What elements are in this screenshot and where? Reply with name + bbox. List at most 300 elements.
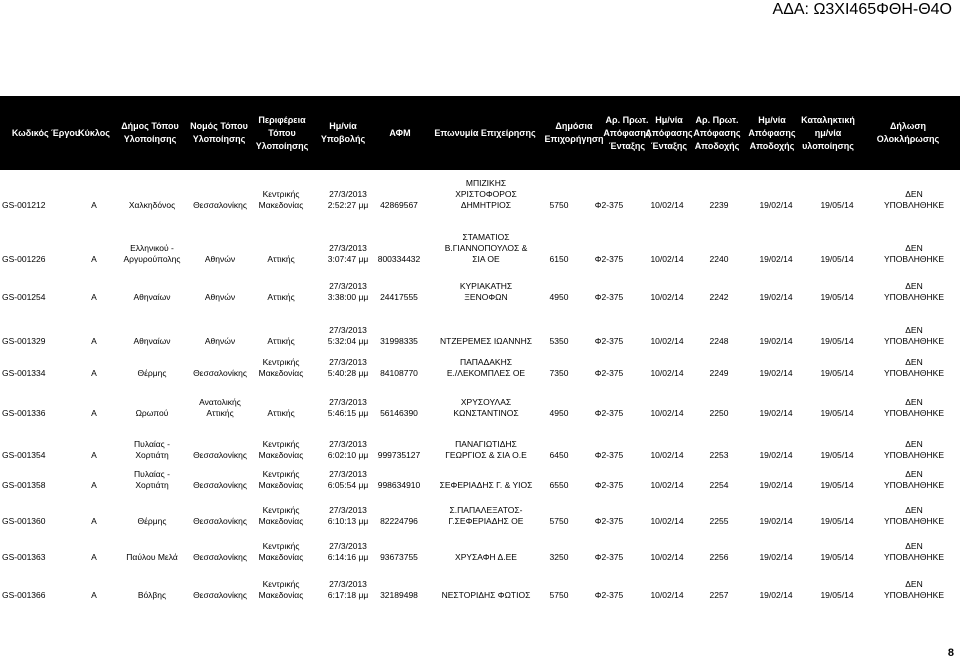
col-completion bbox=[870, 398, 958, 422]
cell-text: 5750 bbox=[549, 590, 569, 600]
cell-text: Φ2-375 bbox=[594, 516, 624, 526]
col-acceptance-date bbox=[748, 278, 804, 306]
cell-text: GS-001334 bbox=[2, 368, 46, 378]
col-deadline bbox=[805, 578, 869, 604]
col-completion bbox=[870, 578, 958, 604]
col-public-grant bbox=[534, 178, 584, 214]
header-cell: Κύκλος bbox=[78, 127, 110, 138]
cell-text: 2255 bbox=[709, 516, 729, 526]
cell-text: 10/02/14 bbox=[650, 254, 684, 264]
col-project-code bbox=[2, 542, 82, 566]
col-deadline bbox=[805, 178, 869, 214]
cell-text: 5350 bbox=[549, 336, 569, 346]
col-inclusion-date bbox=[641, 440, 693, 464]
col-cycle bbox=[84, 230, 104, 268]
col-prefecture bbox=[190, 360, 250, 382]
col-public-grant bbox=[534, 440, 584, 464]
cell-text: Φ2-375 bbox=[594, 408, 624, 418]
col-cycle bbox=[84, 506, 104, 530]
cell-text: 10/02/14 bbox=[650, 200, 684, 210]
col-acceptance-protocol bbox=[694, 578, 744, 604]
col-prefecture bbox=[190, 398, 250, 422]
col-inclusion-date bbox=[641, 360, 693, 382]
cell-text: ΣΕΦΕΡΙΑΔΗΣ Γ. & ΥΙΟΣ bbox=[439, 480, 533, 490]
cell-text: 27/3/2013 6:02:10 μμ bbox=[327, 439, 369, 460]
col-cycle bbox=[84, 578, 104, 604]
cell-text: 19/02/14 bbox=[759, 200, 793, 210]
table-row bbox=[0, 278, 960, 306]
col-inclusion-protocol bbox=[585, 398, 633, 422]
cell-text: 2242 bbox=[709, 292, 729, 302]
col-company-name bbox=[430, 230, 542, 268]
col-inclusion-protocol bbox=[585, 578, 633, 604]
cell-text: 19/02/14 bbox=[759, 590, 793, 600]
cell-text: ΔΕΝ ΥΠΟΒΛΗΘΗΚΕ bbox=[884, 439, 944, 460]
cell-text: Κεντρικής Μακεδονίας bbox=[258, 505, 304, 526]
col-acceptance-protocol bbox=[694, 230, 744, 268]
col-prefecture bbox=[190, 578, 250, 604]
cell-text: 6450 bbox=[549, 450, 569, 460]
cell-text: 19/05/14 bbox=[820, 336, 854, 346]
col-afm bbox=[373, 230, 425, 268]
col-deadline bbox=[805, 360, 869, 382]
header-cell: Νομός Τόπου Υλοποίησης bbox=[190, 121, 248, 144]
col-municipality bbox=[112, 506, 192, 530]
col-company-name bbox=[430, 357, 542, 382]
col-company-name bbox=[430, 440, 542, 464]
col-inclusion-protocol bbox=[585, 360, 633, 382]
cell-text: Φ2-375 bbox=[594, 254, 624, 264]
col-municipality bbox=[112, 470, 192, 494]
cell-text: Ελληνικού - Αργυρούπολης bbox=[123, 243, 181, 264]
col-municipality bbox=[112, 578, 192, 604]
cell-text: 24417555 bbox=[380, 292, 418, 302]
cell-text: 19/05/14 bbox=[820, 480, 854, 490]
col-completion bbox=[870, 322, 958, 350]
col-municipality bbox=[112, 230, 192, 268]
cell-text: Θεσσαλονίκης bbox=[193, 368, 247, 378]
col-project-code bbox=[2, 322, 82, 350]
col-completion bbox=[870, 357, 958, 382]
cell-text: 19/05/14 bbox=[820, 516, 854, 526]
col-deadline bbox=[805, 506, 869, 530]
col-afm bbox=[373, 322, 425, 350]
cell-text: 27/3/2013 6:05:54 μμ bbox=[327, 469, 369, 490]
cell-text: 2256 bbox=[709, 552, 729, 562]
col-public-grant bbox=[534, 470, 584, 494]
col-company-name bbox=[430, 470, 542, 494]
col-submission-date bbox=[315, 398, 381, 422]
cell-text: 19/02/14 bbox=[759, 516, 793, 526]
cell-text: GS-001212 bbox=[2, 200, 46, 210]
col-company-name bbox=[430, 578, 542, 604]
cell-text: 27/3/2013 6:10:13 μμ bbox=[327, 505, 369, 526]
col-company-name bbox=[430, 178, 542, 214]
col-region bbox=[255, 357, 307, 382]
col-submission-date bbox=[315, 542, 381, 566]
cell-text: Παύλου Μελά bbox=[126, 552, 178, 562]
cell-text: GS-001366 bbox=[2, 590, 46, 600]
cell-text: ΝΕΣΤΟΡΙΔΗΣ ΦΩΤΙΟΣ bbox=[441, 590, 531, 600]
cell-text: 6550 bbox=[549, 480, 569, 490]
cell-text: 2240 bbox=[709, 254, 729, 264]
col-company-name bbox=[430, 322, 542, 350]
cell-text: Κεντρικής Μακεδονίας bbox=[258, 541, 304, 562]
col-project-code bbox=[2, 178, 82, 214]
cell-text: 2257 bbox=[709, 590, 729, 600]
col-region bbox=[255, 506, 307, 530]
cell-text: 56146390 bbox=[380, 408, 418, 418]
col-acceptance-date bbox=[748, 506, 804, 530]
cell-text: 93673755 bbox=[380, 552, 418, 562]
cell-text: Θεσσαλονίκης bbox=[193, 450, 247, 460]
cell-text: Χαλκηδόνος bbox=[128, 200, 176, 210]
col-municipality bbox=[112, 178, 192, 214]
cell-text: GS-001336 bbox=[2, 408, 46, 418]
col-inclusion-date bbox=[641, 322, 693, 350]
cell-text: 42869567 bbox=[380, 200, 418, 210]
col-cycle bbox=[84, 278, 104, 306]
header-cell: Αρ. Πρωτ. Απόφασης Αποδοχής bbox=[693, 114, 741, 151]
col-afm bbox=[373, 578, 425, 604]
cell-text: ΔΕΝ ΥΠΟΒΛΗΘΗΚΕ bbox=[884, 579, 944, 600]
col-region bbox=[255, 398, 307, 422]
col-acceptance-date bbox=[748, 578, 804, 604]
col-municipality bbox=[112, 398, 192, 422]
col-acceptance-protocol bbox=[694, 278, 744, 306]
cell-text: 19/05/14 bbox=[820, 450, 854, 460]
cell-text: Φ2-375 bbox=[594, 590, 624, 600]
cell-text: GS-001363 bbox=[2, 552, 46, 562]
col-cycle bbox=[84, 398, 104, 422]
col-inclusion-date bbox=[641, 230, 693, 268]
cell-text: GS-001226 bbox=[2, 254, 46, 264]
cell-text: Θέρμης bbox=[137, 516, 167, 526]
cell-text: Αττικής bbox=[267, 292, 295, 302]
cell-text: Αθηναίων bbox=[133, 292, 171, 302]
cell-text: Α bbox=[91, 408, 97, 418]
col-inclusion-protocol bbox=[585, 440, 633, 464]
cell-text: Θέρμης bbox=[137, 368, 167, 378]
cell-text: ΔΕΝ ΥΠΟΒΛΗΘΗΚΕ bbox=[884, 243, 944, 264]
col-afm bbox=[373, 360, 425, 382]
cell-text: ΔΕΝ ΥΠΟΒΛΗΘΗΚΕ bbox=[884, 281, 944, 302]
cell-text: Αττικής bbox=[267, 336, 295, 346]
col-acceptance-protocol bbox=[694, 178, 744, 214]
col-inclusion-date bbox=[641, 278, 693, 306]
cell-text: 27/3/2013 5:46:15 μμ bbox=[327, 397, 369, 418]
cell-text: 27/3/2013 5:32:04 μμ bbox=[327, 325, 369, 346]
cell-text: 2250 bbox=[709, 408, 729, 418]
col-completion bbox=[870, 470, 958, 494]
col-acceptance-date bbox=[748, 440, 804, 464]
col-acceptance-date bbox=[748, 178, 804, 214]
cell-text: Φ2-375 bbox=[594, 552, 624, 562]
cell-text: ΠΑΝΑΓΙΩΤΙΔΗΣ ΓΕΩΡΓΙΟΣ & ΣΙΑ Ο.Ε bbox=[445, 439, 527, 460]
col-project-code bbox=[2, 470, 82, 494]
cell-text: Α bbox=[91, 336, 97, 346]
cell-text: Θεσσαλονίκης bbox=[193, 516, 247, 526]
col-public-grant bbox=[534, 578, 584, 604]
cell-text: 5750 bbox=[549, 200, 569, 210]
document-id: ΑΔΑ: Ω3ΧΙ465ΦΘΗ-Θ4Ο bbox=[772, 1, 952, 18]
cell-text: Αττικής bbox=[267, 408, 295, 418]
col-public-grant bbox=[534, 506, 584, 530]
col-public-grant bbox=[534, 322, 584, 350]
cell-text: 27/3/2013 6:14:16 μμ bbox=[327, 541, 369, 562]
col-inclusion-date bbox=[641, 542, 693, 566]
cell-text: Φ2-375 bbox=[594, 200, 624, 210]
cell-text: 19/05/14 bbox=[820, 408, 854, 418]
col-municipality bbox=[112, 360, 192, 382]
cell-text: 19/02/14 bbox=[759, 292, 793, 302]
table-row bbox=[0, 398, 960, 422]
cell-text: Α bbox=[91, 450, 97, 460]
cell-text: 2248 bbox=[709, 336, 729, 346]
col-company-name bbox=[430, 398, 542, 422]
col-project-code bbox=[2, 230, 82, 268]
col-municipality bbox=[112, 278, 192, 306]
cell-text: 998634910 bbox=[377, 480, 421, 490]
header-cell: Κωδικός Έργου bbox=[11, 127, 81, 138]
cell-text: 19/02/14 bbox=[759, 552, 793, 562]
cell-text: 2249 bbox=[709, 368, 729, 378]
cell-text: ΠΑΠΑΔΑΚΗΣ Ε./ΛΕΚΟΜΠΛΕΣ ΟΕ bbox=[446, 357, 526, 378]
page-number: 8 bbox=[947, 647, 954, 659]
col-completion bbox=[870, 278, 958, 306]
col-public-grant bbox=[534, 398, 584, 422]
cell-text: 27/3/2013 3:07:47 μμ bbox=[327, 243, 369, 264]
col-inclusion-protocol bbox=[585, 178, 633, 214]
col-acceptance-date bbox=[748, 322, 804, 350]
table-row bbox=[0, 230, 960, 268]
cell-text: 19/05/14 bbox=[820, 590, 854, 600]
col-submission-date bbox=[315, 230, 381, 268]
cell-text: ΧΡΥΣΑΦΗ Δ.ΕΕ bbox=[455, 552, 517, 562]
cell-text: 4950 bbox=[549, 292, 569, 302]
header-cell: Δημόσια Επιχορήγηση bbox=[544, 121, 604, 144]
col-inclusion-protocol bbox=[585, 506, 633, 530]
col-prefecture bbox=[190, 440, 250, 464]
col-afm bbox=[373, 506, 425, 530]
cell-text: Ανατολικής Αττικής bbox=[199, 397, 241, 418]
cell-text: 6150 bbox=[549, 254, 569, 264]
col-afm bbox=[373, 178, 425, 214]
cell-text: 19/02/14 bbox=[759, 368, 793, 378]
cell-text: 19/02/14 bbox=[759, 450, 793, 460]
col-prefecture bbox=[190, 230, 250, 268]
col-region bbox=[255, 470, 307, 494]
cell-text: Θεσσαλονίκης bbox=[193, 480, 247, 490]
col-inclusion-date bbox=[641, 178, 693, 214]
col-company-name bbox=[430, 506, 542, 530]
cell-text: 32189498 bbox=[380, 590, 418, 600]
cell-text: 5750 bbox=[549, 516, 569, 526]
col-acceptance-date bbox=[748, 470, 804, 494]
col-inclusion-date bbox=[641, 506, 693, 530]
col-prefecture bbox=[190, 278, 250, 306]
col-deadline bbox=[805, 230, 869, 268]
col-submission-date bbox=[315, 357, 381, 382]
col-cycle bbox=[84, 440, 104, 464]
cell-text: ΔΕΝ ΥΠΟΒΛΗΘΗΚΕ bbox=[884, 541, 944, 562]
cell-text: Κεντρικής Μακεδονίας bbox=[258, 189, 304, 210]
col-cycle bbox=[84, 178, 104, 214]
col-completion bbox=[870, 440, 958, 464]
cell-text: 4950 bbox=[549, 408, 569, 418]
col-deadline bbox=[805, 278, 869, 306]
cell-text: 10/02/14 bbox=[650, 552, 684, 562]
col-inclusion-date bbox=[641, 398, 693, 422]
table-row bbox=[0, 357, 960, 382]
col-submission-date bbox=[315, 578, 381, 604]
cell-text: GS-001360 bbox=[2, 516, 46, 526]
cell-text: Θεσσαλονίκης bbox=[193, 200, 247, 210]
cell-text: Σ.ΠΑΠΑΛΕΞΑΤΟΣ- Γ.ΣΕΦΕΡΙΑΔΗΣ ΟΕ bbox=[448, 505, 524, 526]
col-public-grant bbox=[534, 542, 584, 566]
cell-text: 31998335 bbox=[380, 336, 418, 346]
col-cycle bbox=[84, 360, 104, 382]
cell-text: Κεντρικής Μακεδονίας bbox=[258, 357, 304, 378]
header-cell: Ημ/νία Υποβολής bbox=[320, 121, 366, 144]
header-cell: Δήλωση Ολοκλήρωσης bbox=[876, 121, 940, 144]
cell-text: GS-001254 bbox=[2, 292, 46, 302]
cell-text: Φ2-375 bbox=[594, 450, 624, 460]
cell-text: Α bbox=[91, 368, 97, 378]
header-cell: Καταληκτική ημ/νία υλοποίησης bbox=[801, 114, 855, 151]
col-acceptance-date bbox=[748, 230, 804, 268]
cell-text: 10/02/14 bbox=[650, 450, 684, 460]
cell-text: 82224796 bbox=[380, 516, 418, 526]
col-submission-date bbox=[315, 278, 381, 306]
cell-text: 7350 bbox=[549, 368, 569, 378]
col-prefecture bbox=[190, 506, 250, 530]
col-acceptance-protocol bbox=[694, 440, 744, 464]
col-public-grant bbox=[534, 360, 584, 382]
cell-text: 19/02/14 bbox=[759, 408, 793, 418]
col-afm bbox=[373, 542, 425, 566]
col-prefecture bbox=[190, 542, 250, 566]
table-row bbox=[0, 178, 960, 214]
cell-text: 27/3/2013 2:52:27 μμ bbox=[327, 189, 369, 210]
col-acceptance-protocol bbox=[694, 322, 744, 350]
cell-text: 2239 bbox=[709, 200, 729, 210]
cell-text: Ωρωπού bbox=[135, 408, 169, 418]
cell-text: Αθηνών bbox=[204, 254, 236, 264]
cell-text: Κεντρικής Μακεδονίας bbox=[258, 439, 304, 460]
cell-text: ΜΠΙΖΙΚΗΣ ΧΡΙΣΤΟΦΟΡΟΣ ΔΗΜΗΤΡΙΟΣ bbox=[455, 178, 517, 210]
cell-text: 2253 bbox=[709, 450, 729, 460]
col-region bbox=[255, 278, 307, 306]
table-row bbox=[0, 322, 960, 350]
cell-text: Α bbox=[91, 590, 97, 600]
cell-text: 10/02/14 bbox=[650, 408, 684, 418]
col-deadline bbox=[805, 470, 869, 494]
col-afm bbox=[373, 398, 425, 422]
col-municipality bbox=[112, 542, 192, 566]
cell-text: Αθηνών bbox=[204, 292, 236, 302]
table-row bbox=[0, 506, 960, 530]
col-submission-date bbox=[315, 470, 381, 494]
col-inclusion-protocol bbox=[585, 322, 633, 350]
col-region bbox=[255, 178, 307, 214]
col-deadline bbox=[805, 440, 869, 464]
col-prefecture bbox=[190, 322, 250, 350]
cell-text: GS-001358 bbox=[2, 480, 46, 490]
col-submission-date bbox=[315, 440, 381, 464]
header-cell: Αρ. Πρωτ. Απόφασης Ένταξης bbox=[603, 114, 651, 151]
col-project-code bbox=[2, 440, 82, 464]
table-row bbox=[0, 542, 960, 566]
col-project-code bbox=[2, 578, 82, 604]
col-acceptance-protocol bbox=[694, 542, 744, 566]
col-deadline bbox=[805, 542, 869, 566]
table-row bbox=[0, 470, 960, 494]
col-submission-date bbox=[315, 322, 381, 350]
cell-text: 10/02/14 bbox=[650, 480, 684, 490]
header-cell: Περιφέρεια Τόπου Υλοποίησης bbox=[255, 114, 309, 151]
cell-text: Α bbox=[91, 552, 97, 562]
col-region bbox=[255, 542, 307, 566]
col-municipality bbox=[112, 322, 192, 350]
cell-text: ΝΤΖΕΡΕΜΕΣ ΙΩΑΝΝΗΣ bbox=[440, 336, 532, 346]
cell-text: 19/05/14 bbox=[820, 368, 854, 378]
cell-text: ΔΕΝ ΥΠΟΒΛΗΘΗΚΕ bbox=[884, 469, 944, 490]
cell-text: ΧΡΥΣΟΥΛΑΣ ΚΩΝΣΤΑΝΤΙΝΟΣ bbox=[453, 397, 519, 418]
col-cycle bbox=[84, 542, 104, 566]
col-inclusion-protocol bbox=[585, 542, 633, 566]
col-region bbox=[255, 322, 307, 350]
cell-text: 27/3/2013 3:38:00 μμ bbox=[327, 281, 369, 302]
cell-text: Θεσσαλονίκης bbox=[193, 590, 247, 600]
col-acceptance-protocol bbox=[694, 360, 744, 382]
cell-text: 10/02/14 bbox=[650, 336, 684, 346]
cell-text: 10/02/14 bbox=[650, 292, 684, 302]
cell-text: Κεντρικής Μακεδονίας bbox=[258, 469, 304, 490]
header-cell: Ημ/νία Απόφασης Ένταξης bbox=[645, 114, 693, 151]
col-inclusion-date bbox=[641, 470, 693, 494]
cell-text: Πυλαίας - Χορτιάτη bbox=[134, 439, 170, 460]
col-acceptance-protocol bbox=[694, 506, 744, 530]
cell-text: Α bbox=[91, 480, 97, 490]
col-completion bbox=[870, 506, 958, 530]
cell-text: Θεσσαλονίκης bbox=[193, 552, 247, 562]
cell-text: 10/02/14 bbox=[650, 590, 684, 600]
cell-text: Φ2-375 bbox=[594, 368, 624, 378]
col-public-grant bbox=[534, 278, 584, 306]
cell-text: Πυλαίας - Χορτιάτη bbox=[134, 469, 170, 490]
cell-text: 2254 bbox=[709, 480, 729, 490]
cell-text: 10/02/14 bbox=[650, 516, 684, 526]
col-municipality bbox=[112, 440, 192, 464]
cell-text: GS-001354 bbox=[2, 450, 46, 460]
header-cell: ΑΦΜ bbox=[389, 127, 411, 138]
cell-text: 19/05/14 bbox=[820, 200, 854, 210]
cell-text: Φ2-375 bbox=[594, 336, 624, 346]
cell-text: Αθηναίων bbox=[133, 336, 171, 346]
header-cell: Δήμος Τόπου Υλοποίησης bbox=[121, 121, 179, 144]
cell-text: GS-001329 bbox=[2, 336, 46, 346]
cell-text: 10/02/14 bbox=[650, 368, 684, 378]
cell-text: ΔΕΝ ΥΠΟΒΛΗΘΗΚΕ bbox=[884, 397, 944, 418]
cell-text: 3250 bbox=[549, 552, 569, 562]
col-submission-date bbox=[315, 506, 381, 530]
col-completion bbox=[870, 178, 958, 214]
col-public-grant bbox=[534, 230, 584, 268]
cell-text: ΔΕΝ ΥΠΟΒΛΗΘΗΚΕ bbox=[884, 505, 944, 526]
cell-text: 27/3/2013 6:17:18 μμ bbox=[327, 579, 369, 600]
table-row bbox=[0, 440, 960, 464]
